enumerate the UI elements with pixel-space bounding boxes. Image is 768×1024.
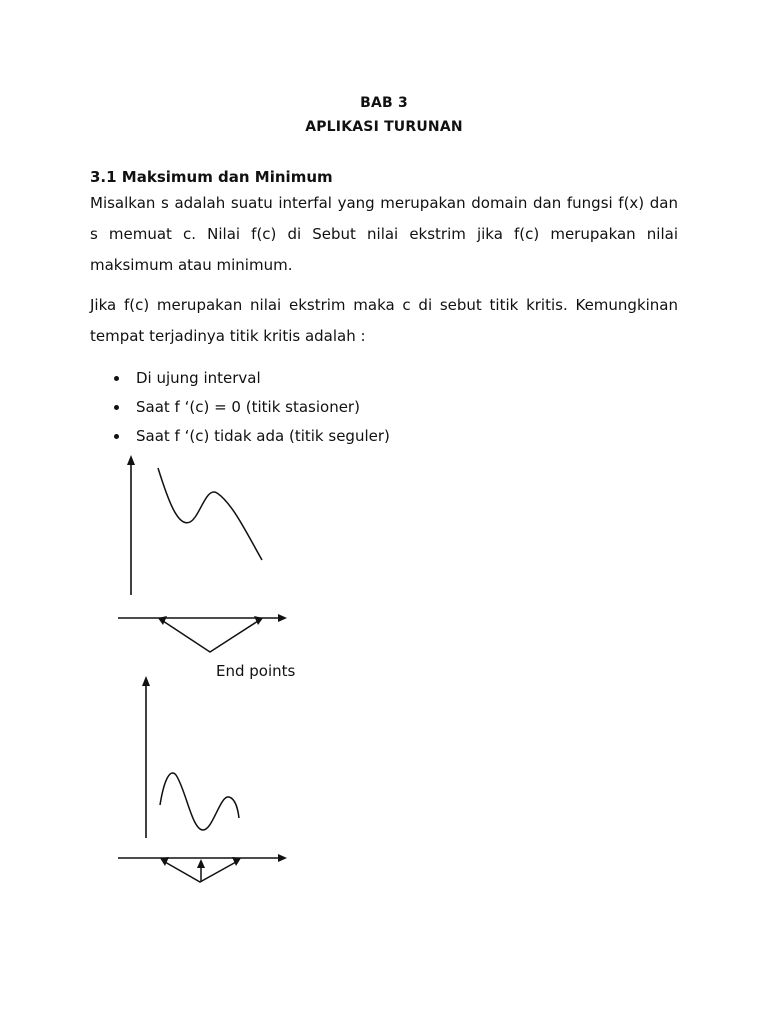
figure-2-axes (142, 676, 150, 838)
chapter-title: APLIKASI TURUNAN (305, 119, 463, 135)
paragraph-critical-points: Jika f(c) merupakan nilai ekstrim maka c di sebut titik kritis. Kemungkinan tempat terjadinya titik kritis adalah : (90, 296, 678, 345)
number-line-2 (118, 854, 287, 882)
number-line-1 (118, 614, 287, 652)
curve-1 (158, 468, 262, 560)
list-item: Di ujung interval (112, 364, 390, 393)
y-axis-arrow-1 (127, 455, 135, 465)
paragraph-definition: Misalkan s adalah suatu interfal yang merupakan domain dan fungsi f(x) dan s memuat c. Nilai f(c) di Sebut nilai ekstrim jika f(c) merupakan nilai maksimum atau minimum. (90, 194, 678, 274)
curve-2 (160, 773, 239, 830)
chapter-label: BAB 3 (360, 95, 408, 111)
figure-1-axes (127, 455, 135, 595)
list-item: Saat f ‘(c) tidak ada (titik seguler) (112, 422, 390, 451)
list-item: Saat f ‘(c) = 0 (titik stasioner) (112, 393, 390, 422)
figure-caption: End points (216, 662, 296, 680)
section-heading: 3.1 Maksimum dan Minimum (90, 168, 333, 186)
